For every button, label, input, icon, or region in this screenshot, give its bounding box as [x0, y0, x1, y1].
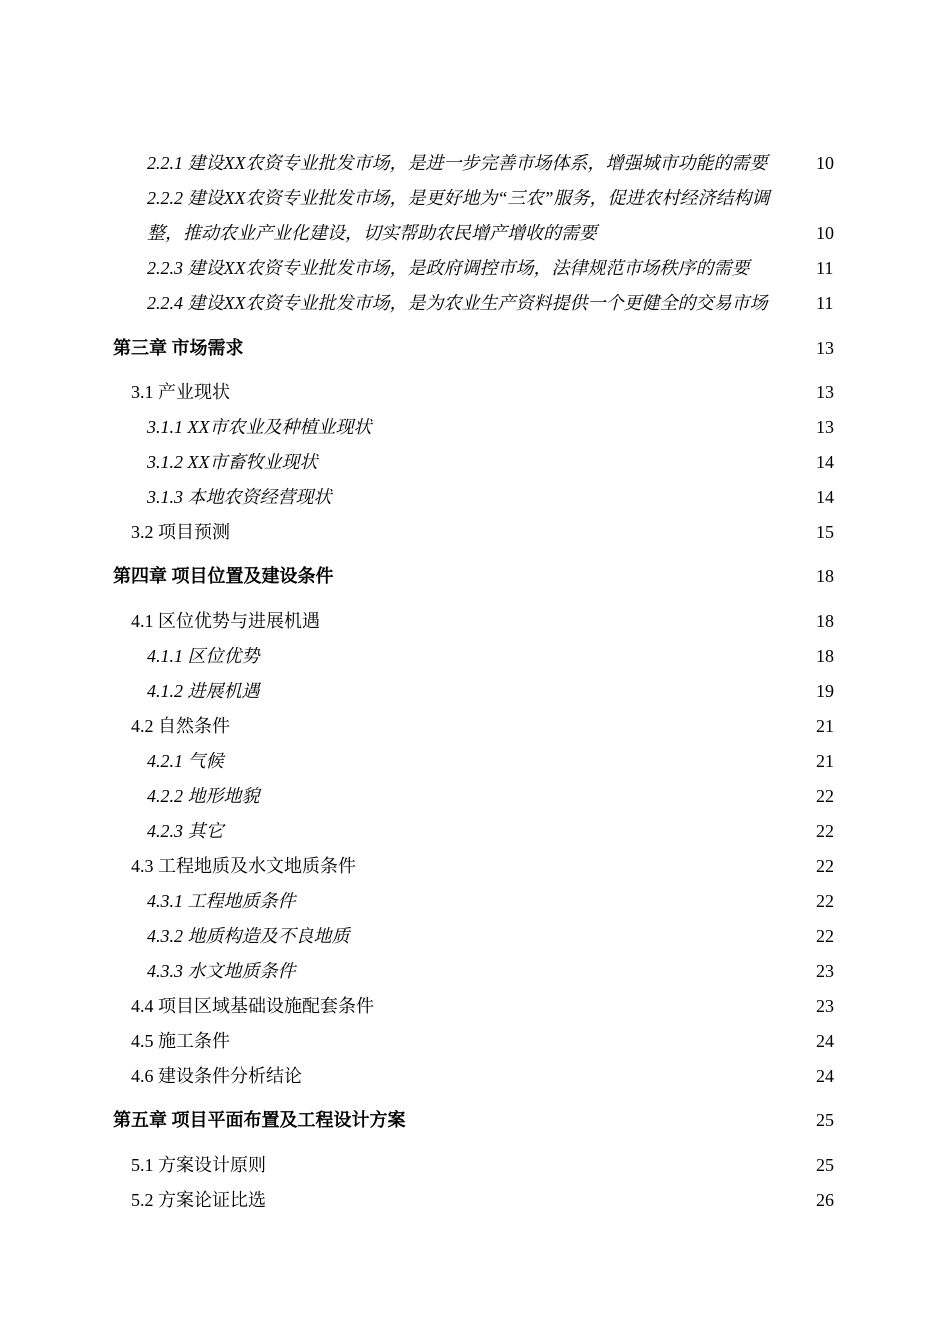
toc-entry-title: 2.2.1 建设XX农资专业批发市场，是进一步完善市场体系，增强城市功能的需要 — [147, 153, 768, 173]
toc-entry-title: 4.3.1 工程地质条件 — [147, 891, 296, 911]
toc-page-number: 22 — [816, 856, 834, 876]
toc-entry-2-2-4-page — [816, 291, 833, 316]
toc-chapter-4[interactable] — [113, 564, 334, 589]
toc-chapter-title: 第五章 项目平面布置及工程设计方案 — [113, 1110, 406, 1130]
toc-entry-title: 4.1.1 区位优势 — [147, 646, 260, 666]
toc-entry-2-2-3[interactable] — [147, 256, 750, 281]
toc-page-number: 23 — [816, 996, 834, 1016]
toc-chapter-title: 第三章 市场需求 — [113, 338, 244, 358]
toc-page-number: 25 — [816, 1155, 834, 1175]
toc-entry-title: 2.2.2 建设XX农资专业批发市场，是更好地为“三农”服务，促进农村经济结构调 — [147, 188, 770, 208]
toc-entry-2-2-2-continued[interactable] — [147, 221, 597, 246]
toc-page-number: 21 — [816, 716, 834, 736]
toc-entry-4-1-1[interactable] — [147, 644, 260, 669]
toc-page-number: 22 — [816, 891, 834, 911]
toc-entry-5-2-page — [816, 1188, 834, 1213]
toc-page-number: 24 — [816, 1031, 834, 1051]
toc-entry-3-1-page — [816, 380, 834, 405]
toc-entry-4-1-page — [816, 609, 834, 634]
toc-entry-4-2-1[interactable] — [147, 749, 224, 774]
toc-chapter-title: 第四章 项目位置及建设条件 — [113, 566, 334, 586]
toc-entry-title: 3.2 项目预测 — [131, 522, 230, 542]
toc-entry-3-1-2-page — [816, 450, 834, 475]
toc-entry-title: 2.2.4 建设XX农资专业批发市场，是为农业生产资料提供一个更健全的交易市场 — [147, 293, 768, 313]
toc-entry-3-2-page — [816, 520, 834, 545]
toc-entry-3-1-3[interactable] — [147, 485, 332, 510]
toc-chapter-4-page — [816, 564, 834, 589]
toc-page-number: 13 — [816, 382, 834, 402]
toc-page-number: 14 — [816, 487, 834, 507]
toc-entry-title: 4.4 项目区域基础设施配套条件 — [131, 996, 374, 1016]
toc-entry-3-1-1-page — [816, 415, 834, 440]
toc-entry-3-1-3-page — [816, 485, 834, 510]
toc-page-number: 26 — [816, 1190, 834, 1210]
toc-entry-4-2-3-page — [816, 819, 834, 844]
toc-entry-4-1-2-page — [816, 679, 834, 704]
toc-entry-4-2-2[interactable] — [147, 784, 260, 809]
toc-entry-4-3[interactable] — [131, 854, 356, 879]
toc-entry-4-3-1[interactable] — [147, 889, 296, 914]
toc-entry-2-2-2-page — [816, 221, 834, 246]
toc-entry-title: 4.3.3 水文地质条件 — [147, 961, 296, 981]
toc-entry-4-1-1-page — [816, 644, 834, 669]
toc-chapter-5[interactable] — [113, 1108, 406, 1133]
toc-entry-4-2[interactable] — [131, 714, 230, 739]
toc-page-number: 11 — [816, 293, 834, 313]
toc-page-number: 11 — [816, 258, 834, 278]
toc-chapter-5-page — [816, 1108, 834, 1133]
toc-entry-title: 4.1 区位优势与进展机遇 — [131, 611, 320, 631]
toc-page-number: 21 — [816, 751, 834, 771]
toc-entry-4-2-2-page — [816, 784, 834, 809]
toc-entry-4-2-page — [816, 714, 834, 739]
toc-page-number: 22 — [816, 821, 834, 841]
toc-page-number: 13 — [816, 338, 834, 358]
toc-entry-title: 4.5 施工条件 — [131, 1031, 230, 1051]
toc-entry-title: 4.2 自然条件 — [131, 716, 230, 736]
toc-entry-3-1[interactable] — [131, 380, 230, 405]
toc-entry-title: 4.6 建设条件分析结论 — [131, 1066, 302, 1086]
toc-entry-4-5-page — [816, 1029, 834, 1054]
toc-entry-2-2-3-page — [816, 256, 833, 281]
toc-entry-3-1-2[interactable] — [147, 450, 318, 475]
toc-entry-4-3-3-page — [816, 959, 834, 984]
toc-entry-4-1[interactable] — [131, 609, 320, 634]
toc-entry-4-3-page — [816, 854, 834, 879]
toc-entry-title: 3.1 产业现状 — [131, 382, 230, 402]
toc-page-number: 23 — [816, 961, 834, 981]
toc-page-number: 14 — [816, 452, 834, 472]
toc-entry-title: 3.1.2 XX市畜牧业现状 — [147, 452, 318, 472]
toc-entry-title: 4.2.2 地形地貌 — [147, 786, 260, 806]
toc-page-number: 18 — [816, 611, 834, 631]
toc-entry-4-2-3[interactable] — [147, 819, 224, 844]
toc-entry-4-3-2-page — [816, 924, 834, 949]
toc-entry-2-2-4[interactable] — [147, 291, 768, 316]
toc-entry-title: 5.2 方案论证比选 — [131, 1190, 266, 1210]
toc-entry-title: 4.2.3 其它 — [147, 821, 224, 841]
toc-entry-title: 5.1 方案设计原则 — [131, 1155, 266, 1175]
toc-page-number: 13 — [816, 417, 834, 437]
toc-entry-title: 3.1.3 本地农资经营现状 — [147, 487, 332, 507]
toc-entry-4-1-2[interactable] — [147, 679, 260, 704]
toc-entry-title: 4.1.2 进展机遇 — [147, 681, 260, 701]
toc-entry-4-3-3[interactable] — [147, 959, 296, 984]
toc-page-number: 22 — [816, 926, 834, 946]
toc-entry-4-3-2[interactable] — [147, 924, 350, 949]
toc-entry-4-2-1-page — [816, 749, 834, 774]
toc-entry-5-1-page — [816, 1153, 834, 1178]
toc-entry-4-4[interactable] — [131, 994, 374, 1019]
toc-entry-title: 4.3.2 地质构造及不良地质 — [147, 926, 350, 946]
toc-entry-title: 3.1.1 XX市农业及种植业现状 — [147, 417, 372, 437]
toc-entry-4-4-page — [816, 994, 834, 1019]
toc-page-number: 19 — [816, 681, 834, 701]
toc-entry-4-6[interactable] — [131, 1064, 302, 1089]
toc-entry-title: 4.3 工程地质及水文地质条件 — [131, 856, 356, 876]
toc-entry-3-1-1[interactable] — [147, 415, 372, 440]
toc-page-number: 24 — [816, 1066, 834, 1086]
toc-entry-title: 4.2.1 气候 — [147, 751, 224, 771]
toc-chapter-3[interactable] — [113, 336, 244, 361]
toc-entry-2-2-2[interactable] — [147, 186, 770, 211]
toc-entry-4-5[interactable] — [131, 1029, 230, 1054]
toc-page-number: 10 — [816, 223, 834, 243]
toc-entry-title: 整，推动农业产业化建设，切实帮助农民增产增收的需要 — [147, 223, 597, 243]
toc-page-number: 10 — [816, 153, 834, 173]
toc-entry-4-3-1-page — [816, 889, 834, 914]
toc-page-number: 15 — [816, 522, 834, 542]
toc-entry-5-1[interactable] — [131, 1153, 266, 1178]
toc-entry-3-2[interactable] — [131, 520, 230, 545]
toc-entry-2-2-1[interactable] — [147, 151, 768, 176]
toc-page-number: 18 — [816, 566, 834, 586]
toc-entry-2-2-1-page — [816, 151, 834, 176]
toc-entry-title: 2.2.3 建设XX农资专业批发市场，是政府调控市场，法律规范市场秩序的需要 — [147, 258, 750, 278]
toc-entry-5-2[interactable] — [131, 1188, 266, 1213]
toc-page-number: 18 — [816, 646, 834, 666]
toc-page-number: 22 — [816, 786, 834, 806]
toc-page-number: 25 — [816, 1110, 834, 1130]
toc-entry-4-6-page — [816, 1064, 834, 1089]
toc-chapter-3-page — [816, 336, 834, 361]
